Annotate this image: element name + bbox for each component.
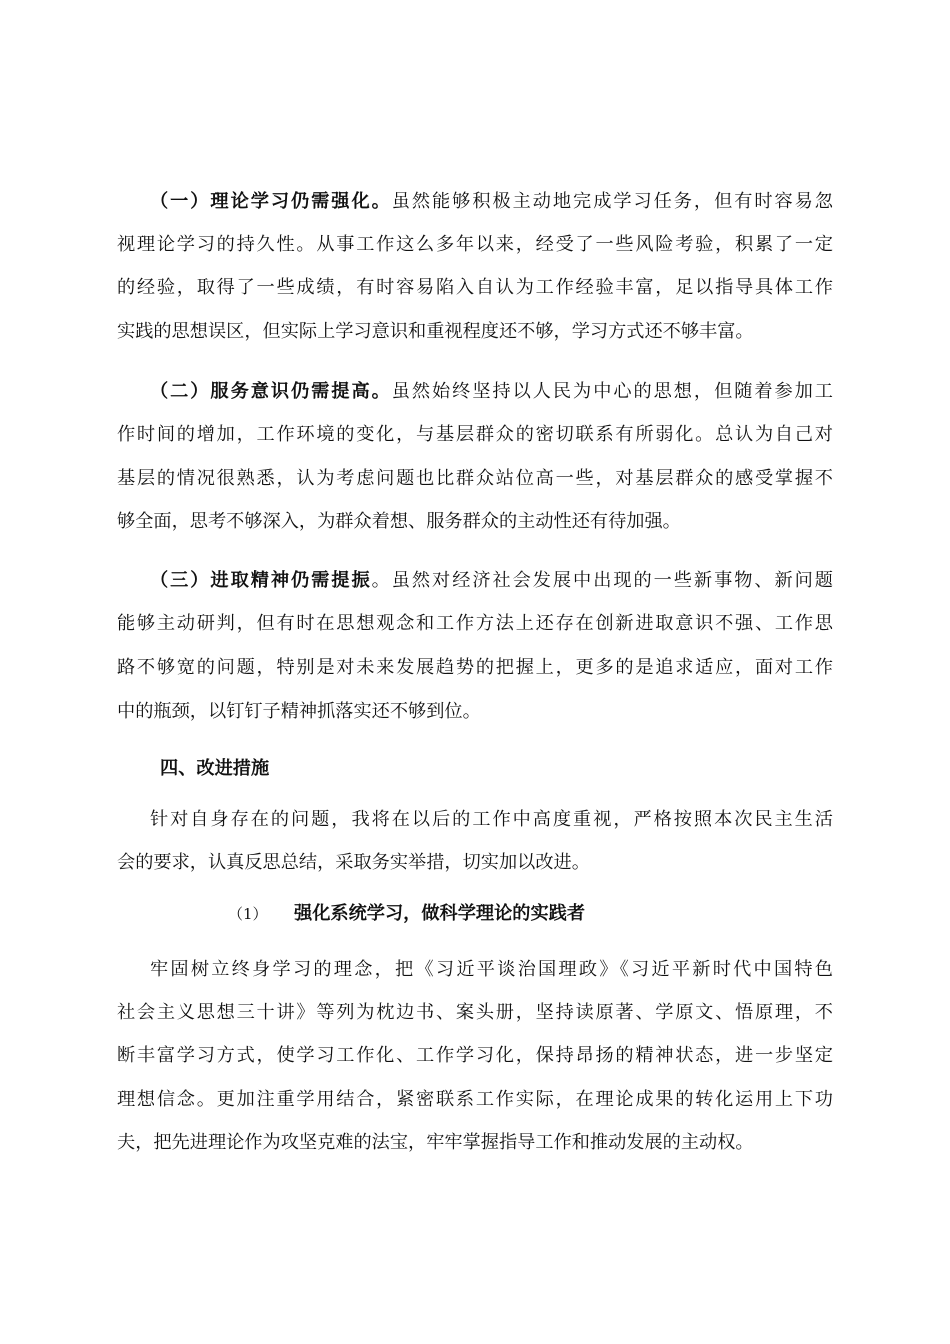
section-heading: （二）服务意识仍需提高。: [150, 381, 392, 402]
paragraph-line: 作时间的增加，工作环境的变化，与基层群众的密切联系有所弱化。总认为自己对: [117, 424, 833, 445]
paragraph-line: 理想信念。更加注重学用结合，紧密联系工作实际，在理论成果的转化运用上下功: [117, 1089, 833, 1110]
paragraph-line: 会的要求，认真反思总结，采取务实举措，切实加以改进。: [117, 852, 590, 873]
paragraph-line: 基层的情况很熟悉，认为考虑问题也比群众站位高一些，对基层群众的感受掌握不: [117, 468, 833, 489]
paragraph-line: 够全面，思考不够深入，为群众着想、服务群众的主动性还有待加强。: [117, 511, 681, 532]
paragraph-line: 能够主动研判，但有时在思想观念和工作方法上还存在创新进取意识不强、工作思: [117, 613, 833, 634]
paragraph-line: （二）服务意识仍需提高。虽然始终坚持以人民为中心的思想，但随着参加工: [150, 381, 833, 402]
paragraph-line: 针对自身存在的问题，我将在以后的工作中高度重视，严格按照本次民主生活: [150, 809, 833, 830]
paragraph-line: 夫，把先进理论作为攻坚克难的法宝，牢牢掌握指导工作和推动发展的主动权。: [117, 1132, 754, 1153]
paragraph-line: 牢固树立终身学习的理念，把《习近平谈治国理政》《习近平新时代中国特色: [150, 959, 833, 980]
paragraph-line: （三）进取精神仍需提振。虽然对经济社会发展中出现的一些新事物、新问题: [150, 570, 833, 591]
paragraph-line: （一）理论学习仍需强化。虽然能够积极主动地完成学习任务，但有时容易忽: [150, 191, 833, 212]
paragraph-line: 视理论学习的持久性。从事工作这么多年以来，经受了一些风险考验，积累了一定: [117, 234, 833, 255]
paragraph-line: 的经验，取得了一些成绩，有时容易陷入自认为工作经验丰富，足以指导具体工作: [117, 277, 833, 298]
paragraph-line: 实践的思想误区，但实际上学习意识和重视程度还不够，学习方式还不够丰富。: [117, 321, 754, 342]
paragraph-line: 社会主义思想三十讲》等列为枕边书、案头册，坚持读原著、学原文、悟原理，不: [117, 1002, 833, 1023]
section-heading: （三）进取精神仍需提振: [150, 570, 372, 591]
subsection-heading: 强化系统学习，做科学理论的实践者: [294, 903, 586, 924]
paragraph-line: 路不够宽的问题，特别是对未来发展趋势的把握上，更多的是追求适应，面对工作: [117, 657, 833, 678]
part-heading: 四、改进措施: [160, 758, 270, 779]
paragraph-line: 中的瓶颈，以钉钉子精神抓落实还不够到位。: [117, 701, 481, 722]
paragraph-line: 断丰富学习方式，使学习工作化、工作学习化，保持昂扬的精神状态，进一步坚定: [117, 1045, 833, 1066]
subsection-number: （1）: [228, 905, 268, 923]
section-heading: （一）理论学习仍需强化。: [150, 191, 392, 212]
